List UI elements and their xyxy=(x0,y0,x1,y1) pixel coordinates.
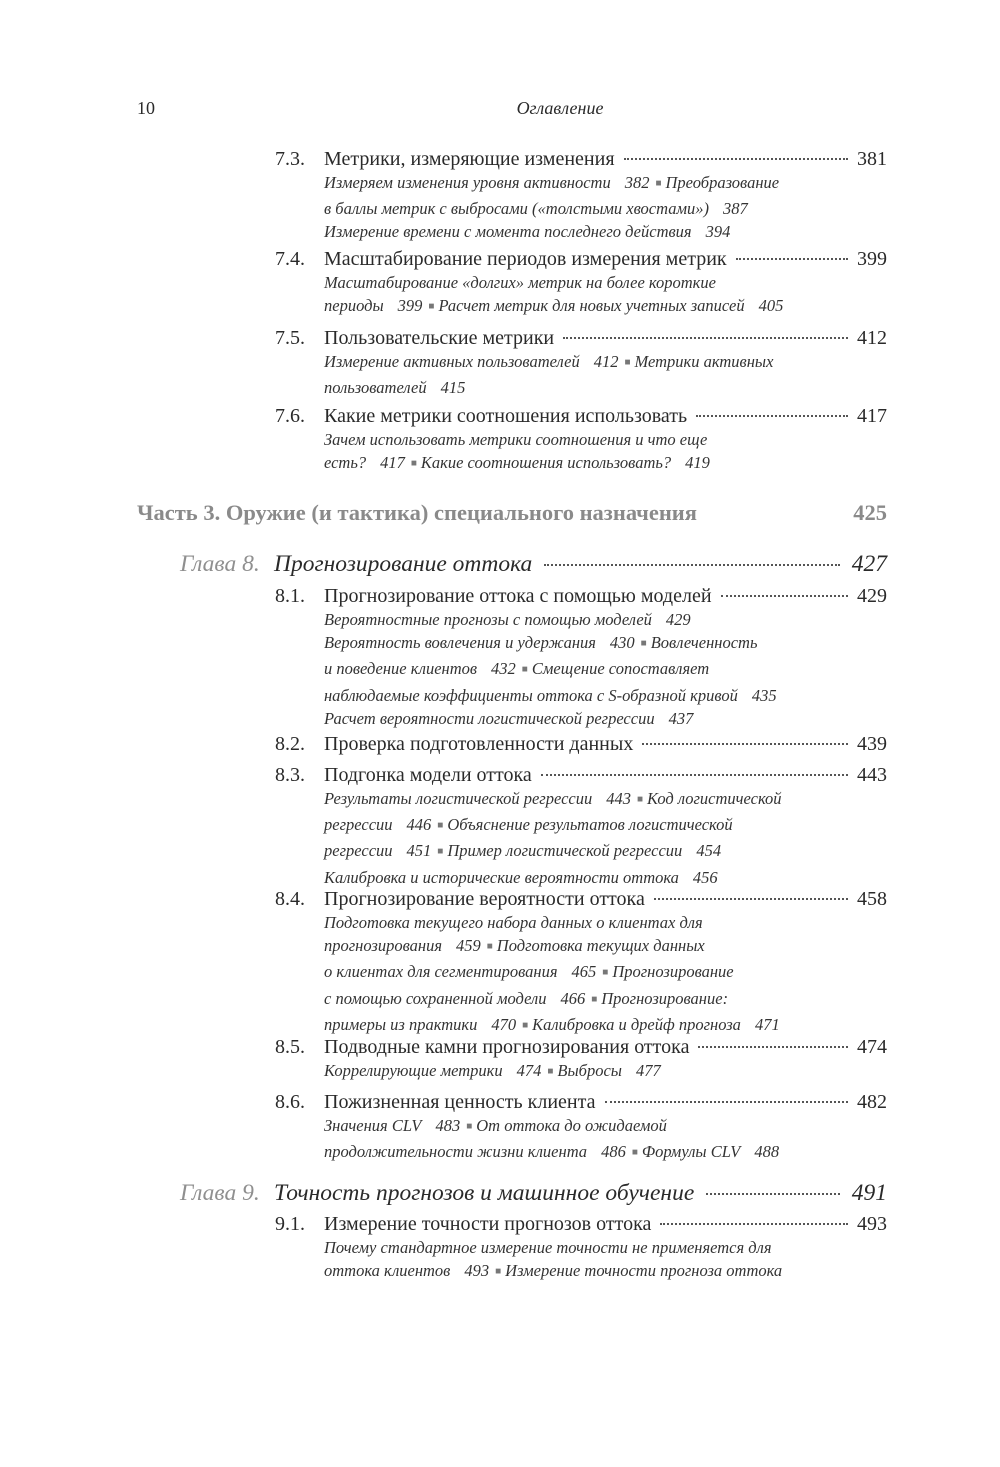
subsection-page: 405 xyxy=(758,296,784,316)
subsection-page: 483 xyxy=(435,1116,461,1135)
subsection-line xyxy=(324,171,887,197)
subsection-text: Калибровка и исторические вероятности оттока xyxy=(324,867,679,887)
section-heading xyxy=(275,732,887,756)
subsection-text: Подготовка текущих данных xyxy=(496,936,705,956)
subsection-text: Преобразование xyxy=(665,173,780,192)
section-page: 439 xyxy=(857,733,887,755)
subsection-page: 446 xyxy=(406,815,432,835)
square-bullet-icon: ■ xyxy=(437,846,444,858)
subsection-line xyxy=(324,294,887,320)
square-bullet-icon: ■ xyxy=(631,1147,638,1159)
subsection-line xyxy=(324,608,887,631)
section-number: 8.3. xyxy=(275,764,305,786)
subsection-page: 470 xyxy=(491,1014,517,1034)
subsection-text: о клиентах для сегментирования xyxy=(324,962,558,982)
subsection-text: Пример логистической регрессии xyxy=(447,841,683,861)
section-title: Метрики, измеряющие изменения xyxy=(324,148,615,170)
subsection-page: 486 xyxy=(601,1142,626,1162)
square-bullet-icon: ■ xyxy=(428,301,435,313)
subsection-text: Расчет метрик для новых учетных записей xyxy=(438,296,745,316)
chapter-page: 491 xyxy=(851,1180,887,1206)
subsection-text: наблюдаемые коэффициенты оттока с S-образной кривой xyxy=(324,685,738,705)
section-number: 7.3. xyxy=(275,148,305,170)
subsection-text: Метрики активных xyxy=(634,352,774,371)
square-bullet-icon: ■ xyxy=(636,794,644,805)
subsection-page: 443 xyxy=(606,789,631,808)
leader-dots xyxy=(544,564,839,566)
subsection-page: 454 xyxy=(696,841,722,861)
leader-dots xyxy=(721,595,848,597)
subsection-text: Прогнозирование: xyxy=(601,988,729,1008)
subsection-line xyxy=(324,707,887,730)
subsection-page: 399 xyxy=(397,296,423,316)
subsection-text: и поведение клиентов xyxy=(324,659,478,679)
leader-dots xyxy=(698,1046,848,1048)
square-bullet-icon: ■ xyxy=(640,638,647,650)
subsection-page: 493 xyxy=(464,1261,490,1281)
section-heading xyxy=(275,1035,887,1059)
square-bullet-icon: ■ xyxy=(624,357,631,368)
subsection-page: 465 xyxy=(571,962,597,982)
square-bullet-icon: ■ xyxy=(486,941,493,953)
chapter-9-heading xyxy=(180,1180,887,1207)
subsection-text: Прогнозирование xyxy=(612,962,734,982)
section-title: Подгонка модели оттока xyxy=(324,764,532,786)
square-bullet-icon: ■ xyxy=(466,1121,473,1132)
leader-dots xyxy=(696,415,848,417)
section-number: 8.6. xyxy=(275,1091,305,1113)
part-heading xyxy=(137,500,887,526)
section-number: 7.6. xyxy=(275,405,305,427)
square-bullet-icon: ■ xyxy=(521,664,528,676)
section-title: Масштабирование периодов измерения метрик xyxy=(324,248,727,270)
subsection-page: 471 xyxy=(754,1014,780,1034)
subsection-line xyxy=(324,271,887,294)
subsection-text: Масштабирование «долгих» метрик на более короткие xyxy=(324,273,716,292)
subsection-text: продолжительности жизни клиента xyxy=(324,1142,588,1162)
section-title: Проверка подготовленности данных xyxy=(324,733,634,755)
subsection-text: Измерение времени с момента последнего действия xyxy=(324,222,692,242)
subsection-page: 456 xyxy=(692,867,718,887)
subsection-line xyxy=(324,220,887,243)
square-bullet-icon: ■ xyxy=(602,967,609,979)
leader-dots xyxy=(660,1223,848,1225)
subsection-page: 437 xyxy=(668,708,694,728)
subsection-line xyxy=(324,1114,887,1140)
subsection-text: Смещение сопоставляет xyxy=(531,659,710,679)
chapter-page: 427 xyxy=(851,551,887,577)
section-title: Пользовательские метрики xyxy=(324,327,555,349)
subsection-page: 432 xyxy=(491,659,516,679)
subsection-page: 430 xyxy=(609,633,635,653)
subsection-line xyxy=(324,911,887,934)
subsection-page: 459 xyxy=(456,936,481,956)
subsection-text: Вероятность вовлечения и удержания xyxy=(324,633,596,653)
square-bullet-icon: ■ xyxy=(522,1019,529,1031)
subsection-text: примеры из практики xyxy=(324,1014,478,1034)
leader-dots xyxy=(706,1193,840,1195)
section-page: 399 xyxy=(857,248,887,270)
section-title: Пожизненная ценность клиента xyxy=(324,1091,596,1113)
section-heading xyxy=(275,584,887,608)
subsection-text: Измерение активных пользователей xyxy=(324,352,580,371)
subsection-text: Какие соотношения использовать? xyxy=(420,453,672,473)
toc-section xyxy=(275,247,887,320)
subsection-text: в баллы метрик с выбросами («толстыми хвостами») xyxy=(324,199,710,219)
section-page: 493 xyxy=(857,1213,887,1235)
section-title: Подводные камни прогнозирования оттока xyxy=(324,1036,690,1058)
section-title: Измерение точности прогнозов оттока xyxy=(324,1213,652,1235)
part-page: 425 xyxy=(853,500,887,525)
part-title: Часть 3. Оружие (и тактика) специального назначения xyxy=(137,500,697,525)
subsection-text: Вероятностные прогнозы с помощью моделей xyxy=(324,610,652,629)
section-page: 443 xyxy=(857,764,887,786)
subsection-page: 419 xyxy=(685,453,710,473)
section-page: 381 xyxy=(857,148,887,170)
section-title: Какие метрики соотношения использовать xyxy=(324,405,688,427)
page-number: 10 xyxy=(137,98,155,118)
subsection-line xyxy=(324,960,887,986)
square-bullet-icon: ■ xyxy=(410,458,417,470)
section-number: 9.1. xyxy=(275,1213,305,1235)
section-heading xyxy=(275,1212,887,1236)
toc-section xyxy=(275,1212,887,1285)
leader-dots xyxy=(736,258,848,260)
section-heading xyxy=(275,404,887,428)
square-bullet-icon: ■ xyxy=(437,820,444,832)
section-page: 482 xyxy=(857,1091,887,1113)
subsection-page: 435 xyxy=(751,685,777,705)
subsection-text: Измеряем изменения уровня активности xyxy=(324,173,611,192)
subsection-page: 429 xyxy=(665,610,691,629)
toc-section xyxy=(275,763,887,889)
running-title: Оглавление xyxy=(516,98,604,118)
leader-dots xyxy=(541,774,848,776)
subsection-line xyxy=(324,839,887,865)
subsection-page: 387 xyxy=(723,199,748,219)
subsection-page: 412 xyxy=(593,352,619,371)
square-bullet-icon: ■ xyxy=(591,993,598,1005)
section-title: Прогнозирование вероятности оттока xyxy=(324,888,645,910)
subsection-page: 477 xyxy=(635,1061,661,1080)
chapter-title: Точность прогнозов и машинное обучение xyxy=(274,1180,695,1206)
subsection-text: оттока клиентов xyxy=(324,1261,451,1281)
subsection-text: Значения CLV xyxy=(324,1116,422,1135)
leader-dots xyxy=(654,898,848,900)
subsection-text: регрессии xyxy=(324,841,393,861)
chapter-title: Прогнозирование оттока xyxy=(274,551,533,577)
leader-dots xyxy=(605,1101,849,1103)
section-number: 7.4. xyxy=(275,248,305,270)
subsection-line xyxy=(324,631,887,657)
toc-section xyxy=(275,326,887,399)
section-number: 8.1. xyxy=(275,585,305,607)
subsection-text: Объяснение результатов логистической xyxy=(447,815,733,835)
subsection-text: пользователей xyxy=(324,378,427,398)
toc-section xyxy=(275,1035,887,1085)
section-number: 7.5. xyxy=(275,327,305,349)
subsection-line xyxy=(324,197,887,220)
chapter-8-heading xyxy=(180,551,887,578)
section-heading xyxy=(275,247,887,271)
subsection-line xyxy=(324,787,887,813)
chapter-label: Глава 8. xyxy=(180,551,260,577)
section-page: 474 xyxy=(857,1036,887,1058)
subsection-text: с помощью сохраненной модели xyxy=(324,988,547,1008)
subsection-line xyxy=(324,428,887,451)
subsection-text: От оттока до ожидаемой xyxy=(476,1116,667,1135)
subsection-text: Измерение точности прогноза оттока xyxy=(505,1261,783,1281)
section-heading xyxy=(275,887,887,911)
toc-section xyxy=(275,1090,887,1166)
subsection-line xyxy=(324,350,887,376)
subsection-line xyxy=(324,684,887,707)
square-bullet-icon: ■ xyxy=(547,1066,554,1077)
subsection-text: Код логистической xyxy=(647,789,782,808)
section-heading xyxy=(275,763,887,787)
subsection-text: Вовлеченность xyxy=(650,633,758,653)
subsection-line xyxy=(324,866,887,889)
subsection-text: периоды xyxy=(324,296,384,316)
square-bullet-icon: ■ xyxy=(655,178,662,189)
subsection-text: Выбросы xyxy=(557,1061,622,1080)
subsection-text: Формулы CLV xyxy=(641,1142,741,1162)
subsection-page: 382 xyxy=(624,173,650,192)
subsection-page: 466 xyxy=(560,988,586,1008)
section-title: Прогнозирование оттока с помощью моделей xyxy=(324,585,712,607)
subsection-line xyxy=(324,1059,887,1085)
subsection-line xyxy=(324,657,887,683)
subsection-line xyxy=(324,987,887,1013)
section-page: 458 xyxy=(857,888,887,910)
section-heading xyxy=(275,147,887,171)
subsection-page: 451 xyxy=(406,841,432,861)
subsection-line xyxy=(324,813,887,839)
section-heading xyxy=(275,326,887,350)
subsection-page: 415 xyxy=(440,378,466,398)
section-number: 8.5. xyxy=(275,1036,305,1058)
subsection-text: регрессии xyxy=(324,815,393,835)
toc-section xyxy=(275,404,887,477)
toc-section xyxy=(275,732,887,756)
subsection-page: 394 xyxy=(705,222,731,242)
subsection-text: прогнозирования xyxy=(324,936,442,956)
subsection-text: Зачем использовать метрики соотношения и что еще xyxy=(324,430,708,449)
leader-dots xyxy=(563,337,848,339)
toc-section xyxy=(275,584,887,730)
subsection-text: Калибровка и дрейф прогноза xyxy=(532,1014,741,1034)
toc-section xyxy=(275,147,887,244)
subsection-line xyxy=(324,934,887,960)
subsection-line xyxy=(324,1236,887,1259)
section-heading xyxy=(275,1090,887,1114)
section-page: 429 xyxy=(857,585,887,607)
section-page: 412 xyxy=(857,327,887,349)
subsection-text: есть? xyxy=(324,453,367,473)
subsection-line xyxy=(324,1140,887,1166)
leader-dots xyxy=(642,743,848,745)
chapter-label: Глава 9. xyxy=(180,1180,260,1206)
leader-dots xyxy=(624,158,848,160)
subsection-text: Расчет вероятности логистической регрессии xyxy=(324,708,655,728)
subsection-text: Почему стандартное измерение точности не применяется для xyxy=(324,1238,772,1257)
subsection-text: Подготовка текущего набора данных о клиентах для xyxy=(324,913,703,932)
square-bullet-icon: ■ xyxy=(495,1266,502,1278)
section-number: 8.4. xyxy=(275,888,305,910)
subsection-line xyxy=(324,451,887,477)
toc-section xyxy=(275,887,887,1039)
subsection-line xyxy=(324,376,887,399)
subsection-line xyxy=(324,1259,887,1285)
subsection-page: 474 xyxy=(516,1061,542,1080)
section-page: 417 xyxy=(857,405,887,427)
section-number: 8.2. xyxy=(275,733,305,755)
subsection-text: Коррелирующие метрики xyxy=(324,1061,503,1080)
subsection-page: 488 xyxy=(754,1142,780,1162)
subsection-text: Результаты логистической регрессии xyxy=(324,789,593,808)
subsection-page: 417 xyxy=(380,453,405,473)
